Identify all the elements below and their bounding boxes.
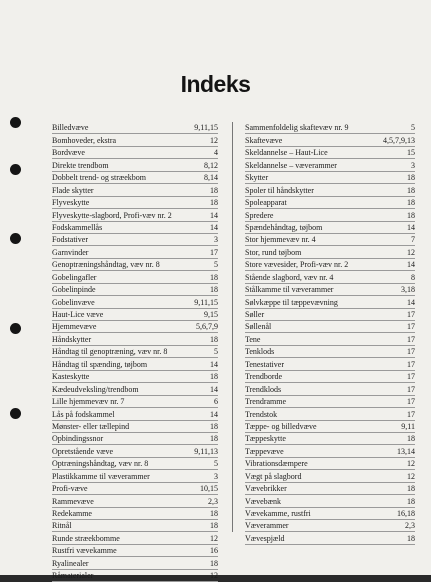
index-entry (52, 358, 218, 370)
index-entry (52, 271, 218, 283)
index-page-numbers: 2,3 (208, 496, 218, 506)
index-term: Vævekamme, rustfri (245, 509, 311, 518)
index-page-numbers: 8,14 (204, 173, 218, 183)
index-term: Tæppevæve (245, 446, 284, 456)
index-page-numbers: 3,18 (401, 285, 415, 295)
index-term: Spoleapparat (245, 198, 287, 208)
index-page-numbers: 18 (210, 372, 218, 382)
index-term: Profi-væve (52, 484, 88, 494)
index-term: Vibrationsdæmpere (245, 459, 308, 469)
index-entry (245, 184, 415, 196)
index-entry (245, 222, 415, 234)
index-entry (52, 122, 218, 134)
index-term: Plastikkamme til væverammer (52, 471, 150, 481)
index-page-numbers: 17 (407, 347, 415, 357)
index-term: Dobbelt trend- og stræekbom (52, 173, 146, 183)
index-page-numbers: 18 (210, 558, 218, 568)
index-column-right (245, 122, 415, 545)
index-entry (52, 159, 218, 171)
index-term: Søller (245, 310, 265, 319)
index-entry (52, 321, 218, 333)
index-page-numbers: 18 (407, 198, 415, 208)
index-page-numbers: 5 (411, 123, 415, 133)
index-term: Stålkamme til væverammer (245, 285, 334, 295)
index-term: Søllenål (245, 322, 272, 332)
page-title: Indeks (180, 71, 251, 97)
index-term: Tene (245, 334, 261, 344)
index-page-numbers: 18 (210, 198, 218, 208)
index-entry (52, 532, 218, 544)
index-entry (245, 346, 415, 358)
index-term: Opbindingssnor (52, 434, 104, 444)
index-term: Trendramme (245, 397, 287, 407)
index-entry (52, 346, 218, 358)
index-entry (52, 209, 218, 221)
index-entry (52, 234, 218, 246)
index-page-numbers: 14 (210, 384, 218, 394)
index-page-numbers: 14 (407, 222, 415, 232)
index-entry (245, 495, 415, 507)
index-term: Vævespjæld (245, 533, 285, 543)
index-page-numbers: 18 (407, 484, 415, 494)
index-entry (52, 433, 218, 445)
index-entry (245, 508, 415, 520)
index-page-numbers: 16 (210, 546, 218, 556)
index-term: Hjemmevæve (52, 322, 97, 332)
index-page-numbers: 12 (407, 247, 415, 257)
index-entry (52, 470, 218, 482)
punch-hole (10, 117, 21, 128)
index-page-numbers: 6 (214, 397, 218, 407)
index-term: Genoptræningshåndtag, væv nr. 8 (52, 260, 160, 270)
punch-hole (10, 164, 21, 175)
index-term: Fodstativer (52, 235, 88, 245)
index-page-numbers: 18 (407, 434, 415, 444)
index-page-numbers: 9,11,15 (194, 297, 218, 307)
index-term: Direkte trendbom (52, 160, 109, 170)
index-term: Haut-Lice væve (52, 310, 104, 319)
index-page-numbers: 3 (411, 160, 415, 170)
index-entry (245, 333, 415, 345)
index-entry (52, 184, 218, 196)
index-entry (245, 433, 415, 445)
index-term: Gobelinvæve (52, 297, 95, 307)
index-page-numbers: 18 (407, 210, 415, 220)
index-term: Væverammer (245, 521, 289, 531)
index-entry (52, 309, 218, 321)
index-page-numbers: 17 (210, 247, 218, 257)
index-term: Mønster- eller tællepind (52, 421, 130, 431)
index-term: Trendstok (245, 409, 278, 419)
index-entry (245, 321, 415, 333)
index-entry (52, 396, 218, 408)
index-entry (245, 520, 415, 532)
index-entry (52, 421, 218, 433)
index-term: Gobelinpinde (52, 285, 96, 295)
index-page-numbers: 12 (210, 135, 218, 145)
index-term: Tenestativer (245, 359, 284, 369)
index-term: Tenklods (245, 347, 275, 357)
index-entry (245, 296, 415, 308)
index-term: Skaftevæve (245, 135, 283, 145)
index-page-numbers: 3 (214, 235, 218, 245)
index-entry (245, 259, 415, 271)
index-term: Rustfri vævekamme (52, 546, 117, 556)
index-term: Runde stræekbomme (52, 533, 120, 543)
index-term: Ryalinealer (52, 558, 89, 568)
index-page-numbers: 8,12 (204, 160, 218, 170)
index-page-numbers: 17 (407, 310, 415, 319)
index-page-numbers: 9,11,15 (194, 123, 218, 133)
index-page-numbers: 17 (407, 359, 415, 369)
index-term: Stående slagbord, væv nr. 4 (245, 272, 334, 282)
index-entry (52, 333, 218, 345)
punch-hole (10, 408, 21, 419)
index-entry (245, 421, 415, 433)
index-page-numbers: 12 (210, 571, 218, 581)
index-entry (52, 172, 218, 184)
index-page-numbers: 4,5,7,9,13 (383, 135, 415, 145)
index-entry (52, 520, 218, 532)
index-page-numbers: 18 (407, 533, 415, 543)
index-page-numbers: 5 (214, 260, 218, 270)
index-page-numbers: 18 (407, 185, 415, 195)
index-entry (52, 371, 218, 383)
index-entry (52, 134, 218, 146)
index-term: Flyveskytte-slagbord, Profi-væv nr. 2 (52, 210, 172, 220)
index-entry (245, 209, 415, 221)
index-entry (52, 246, 218, 258)
index-page-numbers: 14 (407, 297, 415, 307)
index-page-numbers: 12 (210, 533, 218, 543)
index-term: Sammenfoldelig skaftevæv nr. 9 (245, 123, 349, 133)
index-term: Vægt på slagbord (245, 471, 302, 481)
index-entry (52, 284, 218, 296)
index-page-numbers: 17 (407, 397, 415, 407)
index-page-numbers: 14 (407, 260, 415, 270)
index-entry (245, 532, 415, 544)
index-page-numbers: 18 (407, 173, 415, 183)
index-entry (245, 396, 415, 408)
index-entry (52, 383, 218, 395)
index-page-numbers: 17 (407, 322, 415, 332)
index-term: Vævebænk (245, 496, 281, 506)
index-page-numbers: 18 (210, 421, 218, 431)
index-entry (245, 147, 415, 159)
index-page-numbers: 10,15 (200, 484, 218, 494)
index-entry (52, 495, 218, 507)
index-term: Flyveskytte (52, 198, 90, 208)
index-page-numbers: 17 (407, 409, 415, 419)
index-term: Trendklods (245, 384, 282, 394)
index-entry (245, 197, 415, 209)
index-entry (52, 508, 218, 520)
index-page-numbers: 7 (411, 235, 415, 245)
index-page-numbers: 18 (210, 509, 218, 518)
index-page-numbers: 17 (407, 384, 415, 394)
index-entry (245, 383, 415, 395)
index-term: Flade skytter (52, 185, 94, 195)
column-divider (232, 122, 233, 532)
index-page-numbers: 14 (210, 359, 218, 369)
index-entry (245, 358, 415, 370)
index-entry (52, 259, 218, 271)
margin-note (3, 470, 11, 570)
index-term: Stor, rund tøjbom (245, 247, 302, 257)
index-page-numbers: 2,3 (405, 521, 415, 531)
index-page-numbers: 8 (411, 272, 415, 282)
index-page-numbers: 18 (210, 334, 218, 344)
index-entry (52, 545, 218, 557)
index-entry (52, 408, 218, 420)
index-entry (52, 197, 218, 209)
index-term: Skeldannelse – væverammer (245, 160, 337, 170)
index-entry (52, 296, 218, 308)
index-entry (245, 234, 415, 246)
index-term: Tæppeskytte (245, 434, 286, 444)
index-page-numbers: 14 (210, 409, 218, 419)
index-entry (52, 483, 218, 495)
index-term: Håndskytter (52, 334, 92, 344)
index-page-numbers: 15 (407, 148, 415, 158)
index-page-numbers: 4 (214, 148, 218, 158)
index-term: Lås på fodskammel (52, 409, 115, 419)
index-term: Redekamme (52, 509, 92, 518)
index-page-numbers: 18 (210, 521, 218, 531)
index-page-numbers: 12 (407, 459, 415, 469)
index-entry (245, 445, 415, 457)
index-entry (245, 458, 415, 470)
index-page-numbers: 5 (214, 459, 218, 469)
index-page-numbers: 17 (407, 372, 415, 382)
index-entry (245, 470, 415, 482)
index-entry (52, 445, 218, 457)
index-term: Sølvkæppe til tæppevævning (245, 297, 338, 307)
punch-hole (10, 323, 21, 334)
index-page-numbers: 18 (210, 285, 218, 295)
index-term: Trendborde (245, 372, 283, 382)
index-page-numbers: 14 (210, 210, 218, 220)
index-term: Spændehåndtag, tøjbom (245, 222, 323, 232)
index-term: Håndtag til spænding, tøjbom (52, 359, 148, 369)
index-entry (245, 172, 415, 184)
index-term: Bordvæve (52, 148, 85, 158)
index-term: Vævebrikker (245, 484, 287, 494)
index-term: Skytter (245, 173, 269, 183)
index-term: Kædeudveksling/trendbom (52, 384, 139, 394)
index-term: Bomhoveder, ekstra (52, 135, 117, 145)
index-term: Skeldannelse – Haut-Lice (245, 148, 328, 158)
index-term: Ritnål (52, 521, 72, 531)
index-term: Kasteskytte (52, 372, 90, 382)
index-page-numbers: 18 (210, 185, 218, 195)
index-page-numbers: 5,6,7,9 (196, 322, 218, 332)
index-term: Håndtag til genoptræning, væv nr. 8 (52, 347, 168, 357)
index-page-numbers: 14 (210, 222, 218, 232)
index-term: Gobelingafler (52, 272, 97, 282)
index-page-numbers: 9,15 (204, 310, 218, 319)
index-entry (52, 147, 218, 159)
index-page-numbers: 18 (407, 496, 415, 506)
index-term: Tæppe- og billedvæve (245, 421, 317, 431)
index-entry (245, 483, 415, 495)
index-term: Fodskammellås (52, 222, 103, 232)
index-entry (245, 134, 415, 146)
index-entry (245, 408, 415, 420)
index-term: Garnvinder (52, 247, 89, 257)
index-entry (245, 159, 415, 171)
index-term: Optræningshåndtag, væv nr. 8 (52, 459, 149, 469)
index-entry (245, 246, 415, 258)
index-entry (245, 122, 415, 134)
index-page-numbers: 17 (407, 334, 415, 344)
index-page-numbers: 9,11,13 (194, 446, 218, 456)
index-entry (52, 458, 218, 470)
index-term: Rammevæve (52, 496, 94, 506)
index-entry (245, 371, 415, 383)
punch-hole (10, 233, 21, 244)
index-page-numbers: 13,14 (397, 446, 415, 456)
index-entry (245, 271, 415, 283)
index-entry (52, 557, 218, 569)
index-term: Spoler til håndskytter (245, 185, 314, 195)
index-page-numbers: 18 (210, 272, 218, 282)
index-term: Spredere (245, 210, 274, 220)
index-term: Råmaterialer (52, 571, 94, 581)
index-column-left (52, 122, 218, 582)
index-page-numbers: 16,18 (397, 509, 415, 518)
index-page-numbers: 3 (214, 471, 218, 481)
index-term: Stor hjemmevæv nr. 4 (245, 235, 316, 245)
index-entry (52, 570, 218, 582)
index-page-numbers: 5 (214, 347, 218, 357)
index-entry (52, 222, 218, 234)
index-term: Store vævesider, Profi-væv nr. 2 (245, 260, 349, 270)
index-term: Billedvæve (52, 123, 89, 133)
index-page-numbers: 9,11 (401, 421, 415, 431)
index-page-numbers: 18 (210, 434, 218, 444)
index-term: Lille hjemmevæv nr. 7 (52, 397, 125, 407)
index-term: Opretstående væve (52, 446, 114, 456)
index-entry (245, 309, 415, 321)
index-entry (245, 284, 415, 296)
index-page-numbers: 12 (407, 471, 415, 481)
